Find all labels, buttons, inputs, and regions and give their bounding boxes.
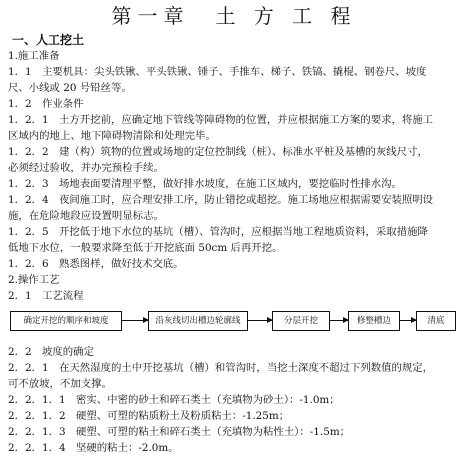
text-line: 施，在危险地段应设置明显标志。 — [8, 210, 164, 222]
text-line: 2．2．1．4 坚硬的粘土：-2.0m。 — [8, 442, 179, 454]
flow-step-3: 分层开挖 — [272, 311, 330, 331]
flow-step-5: 清底 — [416, 311, 456, 331]
text-line: 2.操作工艺 — [8, 274, 60, 286]
text-line: 1.施工准备 — [8, 50, 60, 62]
text-line: 尺、小线或 20 号铅丝等。 — [8, 82, 132, 94]
flow-arrow — [330, 320, 348, 321]
text-line: 低地下水位，一般要求降至低于开挖底面 50cm 后再开挖。 — [8, 242, 283, 254]
flow-arrow — [400, 320, 416, 321]
text-line: 1．2 作业条件 — [8, 98, 84, 110]
flow-step-4: 修整槽边 — [348, 311, 400, 331]
chapter-title: 第一章 土 方 工 程 — [111, 4, 357, 28]
text-line: 2．2．1．1 密实、中密的砂土和碎石类土（充填物为砂土）：-1.0m； — [8, 394, 340, 406]
text-line: 区域内的地上、地下障碍物清除和处理完毕。 — [8, 130, 216, 142]
flow-arrow — [122, 320, 148, 321]
document-page — [0, 2, 468, 454]
text-line: 1．1 主要机具：尖头铁锹、平头铁锹、锤子、手推车、梯子、铁镐、撬棍、钢卷尺、坡度 — [8, 66, 427, 78]
text-line: 1．2．2 建（构）筑物的位置或场地的定位控制线（桩）、标准水平桩及基槽的灰线尺寸， — [8, 146, 428, 158]
text-line: 2．2．1 在天然湿度的土中开挖基坑（槽）和管沟时，当挖土深度不超过下列数值的规定， — [8, 362, 434, 374]
text-line: 1．2．1 土方开挖前，应确定地下管线等障碍物的位置，并应根据施工方案的要求，将施工 — [8, 114, 434, 126]
text-line: 1．2．5 开挖低于地下水位的基坑（槽）、管沟时，应根据当地工程地质资料，采取措施降 — [8, 226, 428, 238]
text-line: 2．2．1．2 硬塑、可塑的粘质粉土及粉质粘土：-1.25m； — [8, 410, 290, 422]
section-heading: 一、人工挖土 — [12, 33, 85, 47]
flow-step-2: 沿灰线切出槽边轮廓线 — [148, 311, 248, 331]
text-line: 必须经过验收，并办完预检手续。 — [8, 162, 164, 174]
flow-step-1: 确定开挖的顺序和坡度 — [10, 311, 122, 331]
text-line: 1．2．6 熟悉图样，做好技术交底。 — [8, 258, 184, 270]
text-line: 可不放坡，不加支撑。 — [8, 378, 112, 390]
text-line: 2．2．1．3 硬塑、可塑的粘土和碎石类土（充填物为粘性土）：-1.5m； — [8, 426, 351, 438]
text-line: 2．2 坡度的确定 — [8, 346, 94, 358]
text-line: 1．2．3 场地表面要清理平整，做好排水坡度，在施工区域内，要挖临时性排水沟。 — [8, 178, 402, 190]
text-line: 2．1 工艺流程 — [8, 290, 84, 302]
flow-arrow — [248, 320, 272, 321]
process-flowchart — [8, 308, 460, 338]
text-line: 1．2．4 夜间施工时，应合理安排工序，防止错挖或超挖。施工场地应根据需要安装照明设 — [8, 194, 434, 206]
